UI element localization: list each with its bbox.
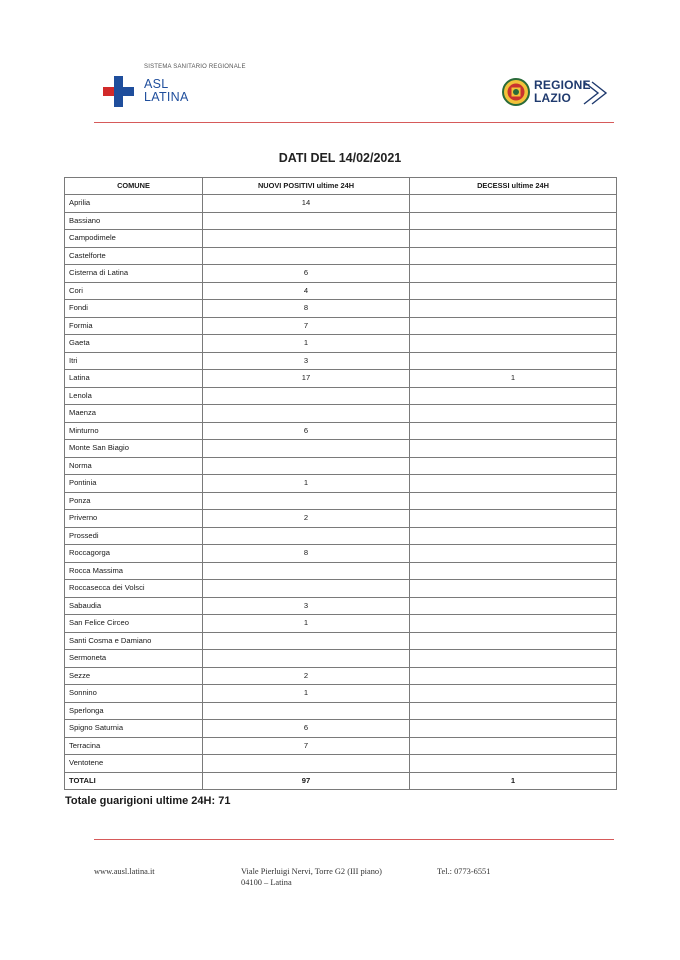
covid-data-table — [64, 177, 617, 790]
positivi-cell — [203, 527, 410, 545]
comune-cell: Cori — [65, 282, 203, 300]
decessi-cell — [410, 632, 617, 650]
positivi-cell: 8 — [203, 300, 410, 318]
decessi-cell — [410, 247, 617, 265]
comune-cell: Roccagorga — [65, 545, 203, 563]
decessi-cell — [410, 580, 617, 598]
table-row — [65, 282, 617, 300]
table-row — [65, 300, 617, 318]
table-row — [65, 720, 617, 738]
decessi-cell — [410, 335, 617, 353]
positivi-cell — [203, 702, 410, 720]
table-row — [65, 755, 617, 773]
positivi-cell: 2 — [203, 667, 410, 685]
decessi-cell — [410, 457, 617, 475]
decessi-cell — [410, 352, 617, 370]
comune-cell: Formia — [65, 317, 203, 335]
decessi-cell — [410, 440, 617, 458]
table-row — [65, 422, 617, 440]
comune-cell: Lenola — [65, 387, 203, 405]
decessi-cell — [410, 737, 617, 755]
positivi-cell — [203, 457, 410, 475]
positivi-cell: 1 — [203, 475, 410, 493]
positivi-cell — [203, 492, 410, 510]
decessi-cell: 1 — [410, 370, 617, 388]
table-row — [65, 702, 617, 720]
totals-positivi: 97 — [203, 772, 410, 790]
asl-name — [144, 78, 189, 104]
table-row — [65, 265, 617, 283]
table-row — [65, 370, 617, 388]
comune-cell: Prossedi — [65, 527, 203, 545]
comune-cell: Minturno — [65, 422, 203, 440]
decessi-cell — [410, 755, 617, 773]
positivi-cell: 3 — [203, 352, 410, 370]
totals-row — [65, 772, 617, 790]
comune-cell: Sermoneta — [65, 650, 203, 668]
table-row — [65, 615, 617, 633]
decessi-cell — [410, 300, 617, 318]
totals-label: TOTALI — [65, 772, 203, 790]
positivi-cell — [203, 212, 410, 230]
decessi-cell — [410, 720, 617, 738]
decessi-cell — [410, 667, 617, 685]
column-header-comune: COMUNE — [65, 178, 203, 195]
footer-website: www.ausl.latina.it — [94, 867, 155, 876]
lazio-text-line1: REGIONE — [534, 78, 591, 92]
table-row — [65, 457, 617, 475]
comune-cell: Sperlonga — [65, 702, 203, 720]
table-header-row — [65, 178, 617, 195]
comune-cell: Aprilia — [65, 195, 203, 213]
decessi-cell — [410, 317, 617, 335]
positivi-cell: 8 — [203, 545, 410, 563]
table-row — [65, 597, 617, 615]
comune-cell: Monte San Biagio — [65, 440, 203, 458]
decessi-cell — [410, 475, 617, 493]
table-row — [65, 317, 617, 335]
positivi-cell: 4 — [203, 282, 410, 300]
positivi-cell — [203, 405, 410, 423]
footer-address — [241, 866, 382, 888]
table-row — [65, 475, 617, 493]
comune-cell: Cisterna di Latina — [65, 265, 203, 283]
comune-cell: Maenza — [65, 405, 203, 423]
decessi-cell — [410, 545, 617, 563]
positivi-cell: 6 — [203, 265, 410, 283]
decessi-cell — [410, 527, 617, 545]
medical-cross-icon — [103, 76, 134, 107]
positivi-cell: 3 — [203, 597, 410, 615]
decessi-cell — [410, 405, 617, 423]
comune-cell: San Felice Circeo — [65, 615, 203, 633]
decessi-cell — [410, 265, 617, 283]
comune-cell: Priverno — [65, 510, 203, 528]
table-row — [65, 492, 617, 510]
table-row — [65, 580, 617, 598]
positivi-cell — [203, 650, 410, 668]
comune-cell: Sezze — [65, 667, 203, 685]
decessi-cell — [410, 510, 617, 528]
positivi-cell: 7 — [203, 737, 410, 755]
decessi-cell — [410, 597, 617, 615]
positivi-cell — [203, 387, 410, 405]
positivi-cell — [203, 580, 410, 598]
positivi-cell: 7 — [203, 317, 410, 335]
decessi-cell — [410, 422, 617, 440]
comune-cell: Ponza — [65, 492, 203, 510]
positivi-cell: 1 — [203, 335, 410, 353]
table-row — [65, 405, 617, 423]
lazio-chevron-icon — [582, 78, 612, 108]
positivi-cell: 2 — [203, 510, 410, 528]
comune-cell: Fondi — [65, 300, 203, 318]
asl-tagline: SISTEMA SANITARIO REGIONALE — [144, 64, 246, 70]
comune-cell: Rocca Massima — [65, 562, 203, 580]
positivi-cell — [203, 562, 410, 580]
positivi-cell: 1 — [203, 685, 410, 703]
header-divider — [94, 122, 614, 123]
comune-cell: Sonnino — [65, 685, 203, 703]
table-row — [65, 632, 617, 650]
footer-phone: Tel.: 0773-6551 — [437, 867, 491, 876]
comune-cell: Spigno Saturnia — [65, 720, 203, 738]
decessi-cell — [410, 195, 617, 213]
decessi-cell — [410, 702, 617, 720]
column-header-decessi: DECESSI ultime 24H — [410, 178, 617, 195]
comune-cell: Terracina — [65, 737, 203, 755]
page-title: DATI DEL 14/02/2021 — [278, 151, 402, 165]
total-recovered: Totale guarigioni ultime 24H: 71 — [65, 795, 231, 807]
table-row — [65, 737, 617, 755]
table-row — [65, 352, 617, 370]
comune-cell: Gaeta — [65, 335, 203, 353]
comune-cell: Campodimele — [65, 230, 203, 248]
table-row — [65, 230, 617, 248]
totals-decessi: 1 — [410, 772, 617, 790]
asl-name-line2: LATINA — [144, 90, 189, 104]
comune-cell: Ventotene — [65, 755, 203, 773]
lazio-emblem-icon — [502, 78, 530, 106]
comune-cell: Itri — [65, 352, 203, 370]
column-header-positivi: NUOVI POSITIVI ultime 24H — [203, 178, 410, 195]
decessi-cell — [410, 282, 617, 300]
positivi-cell — [203, 247, 410, 265]
comune-cell: Norma — [65, 457, 203, 475]
table-row — [65, 685, 617, 703]
positivi-cell: 1 — [203, 615, 410, 633]
decessi-cell — [410, 492, 617, 510]
regione-lazio-logo — [502, 76, 612, 112]
footer-address-line1: Viale Pierluigi Nervi, Torre G2 (III piano) — [241, 867, 382, 876]
comune-cell: Roccasecca dei Volsci — [65, 580, 203, 598]
asl-name-line1: ASL — [144, 77, 169, 91]
positivi-cell: 17 — [203, 370, 410, 388]
decessi-cell — [410, 387, 617, 405]
positivi-cell: 6 — [203, 422, 410, 440]
table-row — [65, 247, 617, 265]
positivi-cell — [203, 632, 410, 650]
positivi-cell: 6 — [203, 720, 410, 738]
footer-divider — [94, 839, 614, 840]
table-row — [65, 195, 617, 213]
positivi-cell — [203, 230, 410, 248]
table-row — [65, 545, 617, 563]
positivi-cell — [203, 440, 410, 458]
comune-cell: Santi Cosma e Damiano — [65, 632, 203, 650]
table-row — [65, 527, 617, 545]
table-row — [65, 212, 617, 230]
decessi-cell — [410, 685, 617, 703]
comune-cell: Sabaudia — [65, 597, 203, 615]
table-body — [65, 195, 617, 790]
positivi-cell: 14 — [203, 195, 410, 213]
decessi-cell — [410, 230, 617, 248]
footer-address-line2: 04100 – Latina — [241, 878, 292, 887]
comune-cell: Latina — [65, 370, 203, 388]
decessi-cell — [410, 650, 617, 668]
lazio-text-line2: LAZIO — [534, 90, 571, 105]
table-row — [65, 335, 617, 353]
table-row — [65, 562, 617, 580]
asl-latina-logo — [103, 64, 263, 114]
comune-cell: Bassiano — [65, 212, 203, 230]
table-row — [65, 387, 617, 405]
comune-cell: Pontinia — [65, 475, 203, 493]
decessi-cell — [410, 615, 617, 633]
positivi-cell — [203, 755, 410, 773]
decessi-cell — [410, 562, 617, 580]
table-row — [65, 650, 617, 668]
table-row — [65, 510, 617, 528]
comune-cell: Castelforte — [65, 247, 203, 265]
decessi-cell — [410, 212, 617, 230]
table-row — [65, 667, 617, 685]
table-row — [65, 440, 617, 458]
